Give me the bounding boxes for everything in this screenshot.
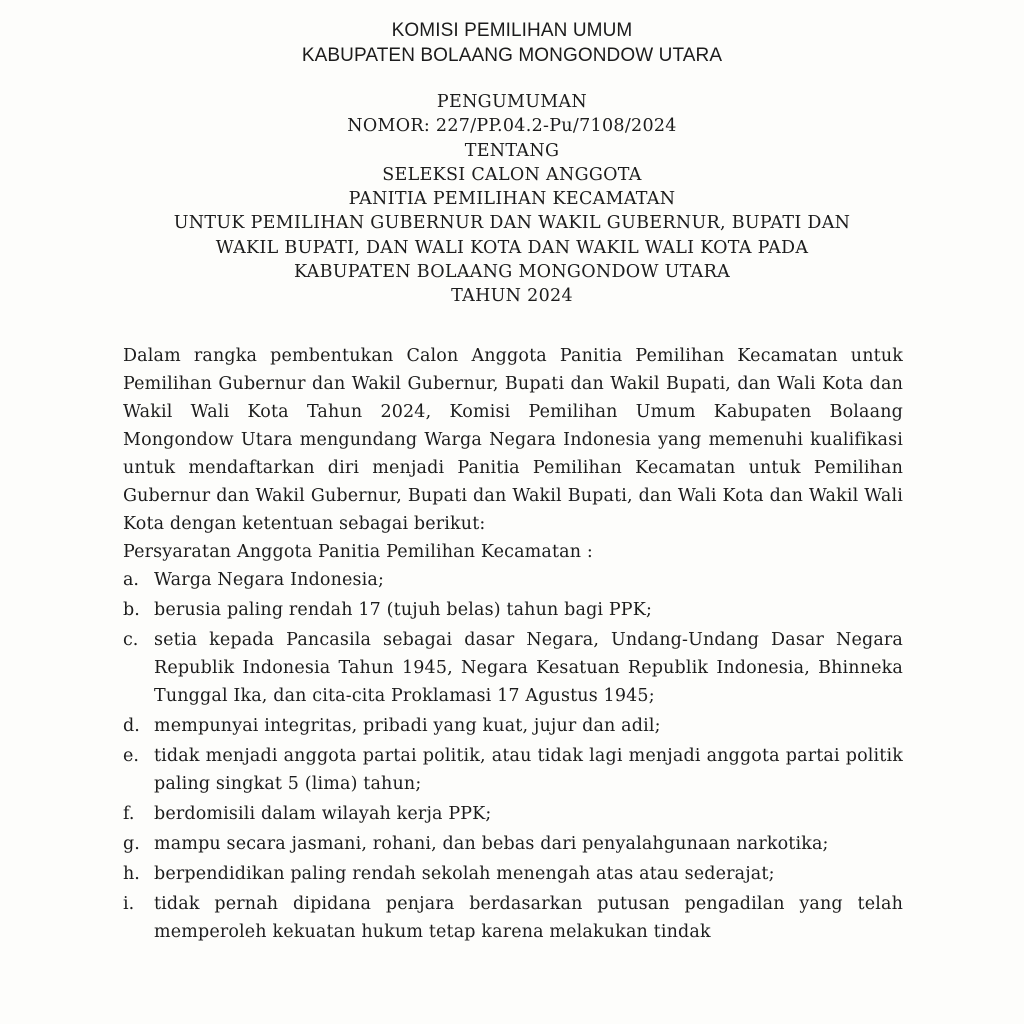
title-line: UNTUK PEMILIHAN GUBERNUR DAN WAKIL GUBERNUR, BUPATI DAN xyxy=(173,213,851,234)
requirements-list xyxy=(123,566,903,946)
announcement-title xyxy=(0,90,1024,309)
title-line: WAKIL BUPATI, DAN WALI KOTA DAN WAKIL WALI KOTA PADA xyxy=(215,237,809,258)
list-marker: a. xyxy=(123,570,139,590)
list-item xyxy=(123,800,903,828)
list-marker: c. xyxy=(123,630,139,650)
title-line: SELEKSI CALON ANGGOTA xyxy=(382,164,642,185)
title-line: KABUPATEN BOLAANG MONGONDOW UTARA xyxy=(293,262,731,283)
list-marker: e. xyxy=(123,746,139,766)
announcement-number: NOMOR: 227/PP.04.2-Pu/7108/2024 xyxy=(347,116,677,137)
title-line: TENTANG xyxy=(464,140,560,161)
list-item-text: Warga Negara Indonesia; xyxy=(154,570,385,590)
list-item-text: berusia paling rendah 17 (tujuh belas) tahun bagi PPK; xyxy=(154,600,653,620)
list-item xyxy=(123,890,903,946)
list-item-text: tidak menjadi anggota partai politik, atau tidak lagi menjadi anggota partai politik paling singkat 5 (lima) tahun; xyxy=(154,746,903,794)
list-item xyxy=(123,742,903,798)
title-year: TAHUN 2024 xyxy=(451,286,573,307)
list-marker: i. xyxy=(123,894,135,914)
requirements-heading: Persyaratan Anggota Panitia Pemilihan Kecamatan : xyxy=(123,542,593,562)
announcement-body xyxy=(123,342,903,948)
list-item-text: setia kepada Pancasila sebagai dasar Negara, Undang-Undang Dasar Negara Republik Indonesia Tahun 1945, Negara Kesatuan Republik Indonesia, Bhinneka Tunggal Ika, dan cita-cita Proklamasi 17 Agustus 1945; xyxy=(154,630,903,706)
list-marker: b. xyxy=(123,600,140,620)
document-header xyxy=(0,18,1024,68)
list-item-text: mempunyai integritas, pribadi yang kuat, jujur dan adil; xyxy=(154,716,661,736)
org-name-line-2: KABUPATEN BOLAANG MONGONDOW UTARA xyxy=(301,45,723,66)
list-marker: h. xyxy=(123,864,140,884)
title-line: PENGUMUMAN xyxy=(436,92,588,112)
intro-paragraph: Dalam rangka pembentukan Calon Anggota Panitia Pemilihan Kecamatan untuk Pemilihan Gubernur dan Wakil Gubernur, Bupati dan Wakil Bupati, dan Wali Kota dan Wakil Wali Kota Tahun 2024, Komisi Pemilihan Umum Kabupaten Bolaang Mongondow Utara mengundang Warga Negara Indonesia yang memenuhi kualifikasi untuk mendaftarkan diri menjadi Panitia Pemilihan Kecamatan untuk Pemilihan Gubernur dan Wakil Gubernur, Bupati dan Wakil Bupati, dan Wali Kota dan Wakil Wali Kota dengan ketentuan sebagai berikut: xyxy=(123,346,903,534)
list-item xyxy=(123,830,903,858)
list-item xyxy=(123,712,903,740)
list-item xyxy=(123,626,903,710)
title-line: PANITIA PEMILIHAN KECAMATAN xyxy=(348,189,676,210)
org-name-line-1: KOMISI PEMILIHAN UMUM xyxy=(391,20,633,41)
list-item-text: mampu secara jasmani, rohani, dan bebas dari penyalahgunaan narkotika; xyxy=(154,834,829,854)
list-marker: g. xyxy=(123,834,140,854)
list-item-text: tidak pernah dipidana penjara berdasarkan putusan pengadilan yang telah memperoleh kekuatan hukum tetap karena melakukan tindak xyxy=(154,894,903,942)
list-item-text: berdomisili dalam wilayah kerja PPK; xyxy=(154,804,492,824)
list-item xyxy=(123,566,903,594)
list-marker: f. xyxy=(123,804,135,824)
list-item xyxy=(123,860,903,888)
list-item xyxy=(123,596,903,624)
list-marker: d. xyxy=(123,716,140,736)
list-item-text: berpendidikan paling rendah sekolah menengah atas atau sederajat; xyxy=(154,864,775,884)
